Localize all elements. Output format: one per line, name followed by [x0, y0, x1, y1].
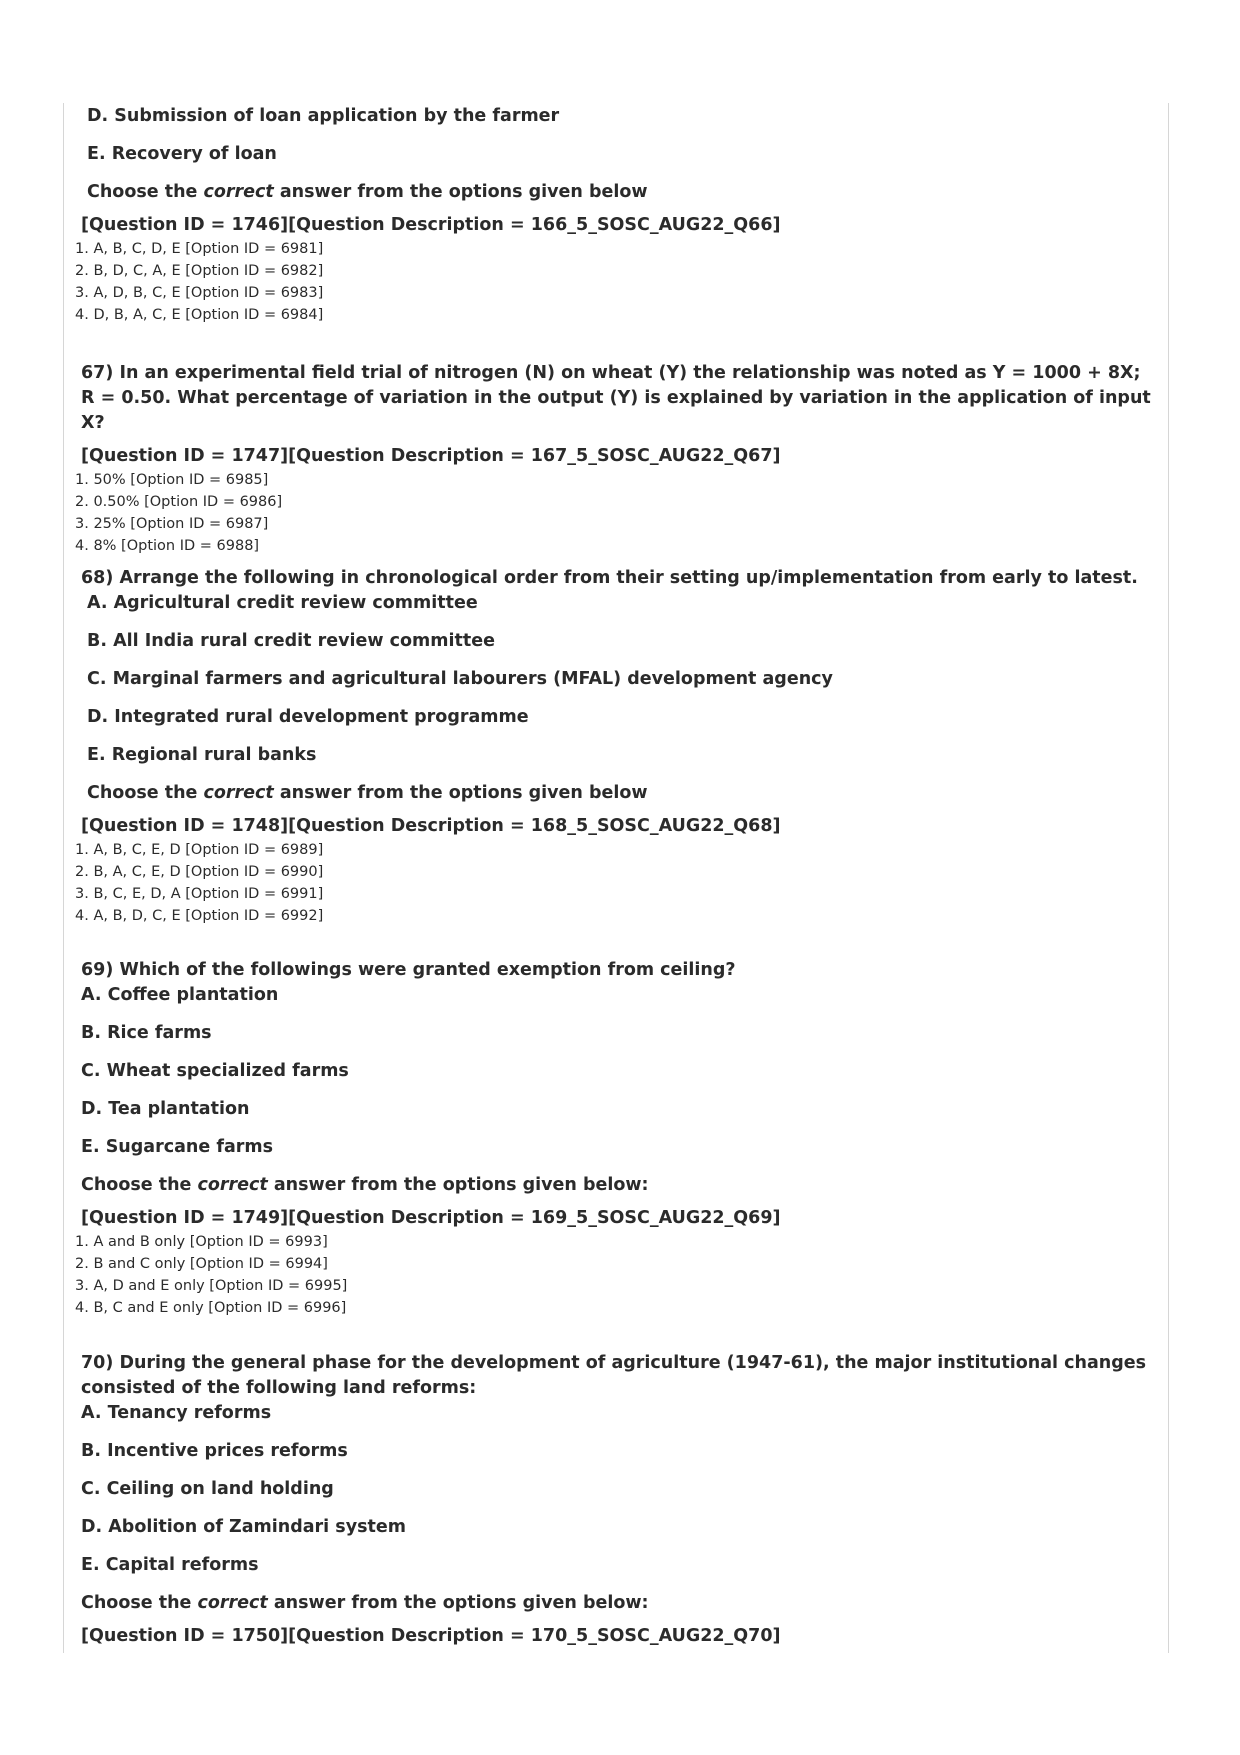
- option-3[interactable]: 3. A, D, B, C, E [Option ID = 6983]: [75, 285, 324, 301]
- option-1[interactable]: 1. A, B, C, D, E [Option ID = 6981]: [75, 241, 324, 257]
- statement-e: E. Regional rural banks: [87, 745, 317, 765]
- statement-c: C. Marginal farmers and agricultural labourers (MFAL) development agency: [87, 669, 833, 689]
- statement-b: B. Rice farms: [81, 1023, 212, 1043]
- statement-b: B. All India rural credit review committee: [87, 631, 495, 651]
- option-3[interactable]: 3. A, D and E only [Option ID = 6995]: [75, 1278, 348, 1294]
- question-id: [Question ID = 1747][Question Description = 167_5_SOSC_AUG22_Q67]: [81, 446, 781, 466]
- instruction: Choose the correct answer from the options given below: [87, 783, 648, 803]
- statement-a: A. Coffee plantation: [81, 985, 279, 1005]
- statement-e: E. Recovery of loan: [87, 144, 277, 164]
- statement-d: D. Abolition of Zamindari system: [81, 1517, 406, 1537]
- question-text: 69) Which of the followings were granted exemption from ceiling?: [81, 960, 736, 980]
- question-68: [75, 566, 1151, 927]
- statement-a: A. Tenancy reforms: [81, 1403, 272, 1423]
- question-id: [Question ID = 1749][Question Description = 169_5_SOSC_AUG22_Q69]: [81, 1208, 781, 1228]
- option-2[interactable]: 2. 0.50% [Option ID = 6986]: [75, 494, 283, 510]
- options-list: [75, 1231, 1145, 1319]
- instruction: Choose the correct answer from the options given below: [87, 182, 648, 202]
- options-list: [75, 839, 1145, 927]
- option-2[interactable]: 2. B, A, C, E, D [Option ID = 6990]: [75, 864, 324, 880]
- option-4[interactable]: 4. 8% [Option ID = 6988]: [75, 538, 260, 554]
- statement-b: B. Incentive prices reforms: [81, 1441, 348, 1461]
- option-1[interactable]: 1. A and B only [Option ID = 6993]: [75, 1234, 328, 1250]
- statement-e: E. Capital reforms: [81, 1555, 259, 1575]
- statement-d: D. Tea plantation: [81, 1099, 250, 1119]
- question-70: [81, 1351, 1151, 1649]
- option-2[interactable]: 2. B, D, C, A, E [Option ID = 6982]: [75, 263, 324, 279]
- statement-c: C. Wheat specialized farms: [81, 1061, 349, 1081]
- option-4[interactable]: 4. A, B, D, C, E [Option ID = 6992]: [75, 908, 324, 924]
- statement-c: C. Ceiling on land holding: [81, 1479, 334, 1499]
- question-67: [75, 361, 1151, 557]
- statement-d: D. Submission of loan application by the farmer: [87, 106, 560, 126]
- statement-a: A. Agricultural credit review committee: [87, 593, 478, 613]
- question-66-fragment: [75, 104, 1151, 326]
- statement-d: D. Integrated rural development programme: [87, 707, 529, 727]
- option-3[interactable]: 3. B, C, E, D, A [Option ID = 6991]: [75, 886, 324, 902]
- instruction: Choose the correct answer from the options given below:: [81, 1593, 649, 1613]
- option-4[interactable]: 4. B, C and E only [Option ID = 6996]: [75, 1300, 347, 1316]
- options-list: [75, 238, 1145, 326]
- question-id: [Question ID = 1748][Question Description = 168_5_SOSC_AUG22_Q68]: [81, 816, 781, 836]
- option-2[interactable]: 2. B and C only [Option ID = 6994]: [75, 1256, 328, 1272]
- statement-e: E. Sugarcane farms: [81, 1137, 274, 1157]
- option-1[interactable]: 1. A, B, C, E, D [Option ID = 6989]: [75, 842, 324, 858]
- options-list: [75, 469, 1145, 557]
- option-1[interactable]: 1. 50% [Option ID = 6985]: [75, 472, 269, 488]
- option-3[interactable]: 3. 25% [Option ID = 6987]: [75, 516, 269, 532]
- question-text: 67) In an experimental field trial of nitrogen (N) on wheat (Y) the relationship was noted as Y = 1000 + 8X; R = 0.50. What percentage of variation in the output (Y) is explained by variation in the application of input X?: [81, 363, 1151, 433]
- instruction: Choose the correct answer from the options given below:: [81, 1175, 649, 1195]
- question-text: 70) During the general phase for the development of agriculture (1947-61), the major institutional changes consisted of the following land reforms:: [81, 1353, 1147, 1398]
- option-4[interactable]: 4. D, B, A, C, E [Option ID = 6984]: [75, 307, 324, 323]
- question-69: [75, 958, 1151, 1319]
- question-id: [Question ID = 1746][Question Description = 166_5_SOSC_AUG22_Q66]: [81, 215, 781, 235]
- question-id: [Question ID = 1750][Question Description = 170_5_SOSC_AUG22_Q70]: [81, 1626, 781, 1646]
- question-text: 68) Arrange the following in chronological order from their setting up/implementation from early to latest.: [81, 568, 1138, 588]
